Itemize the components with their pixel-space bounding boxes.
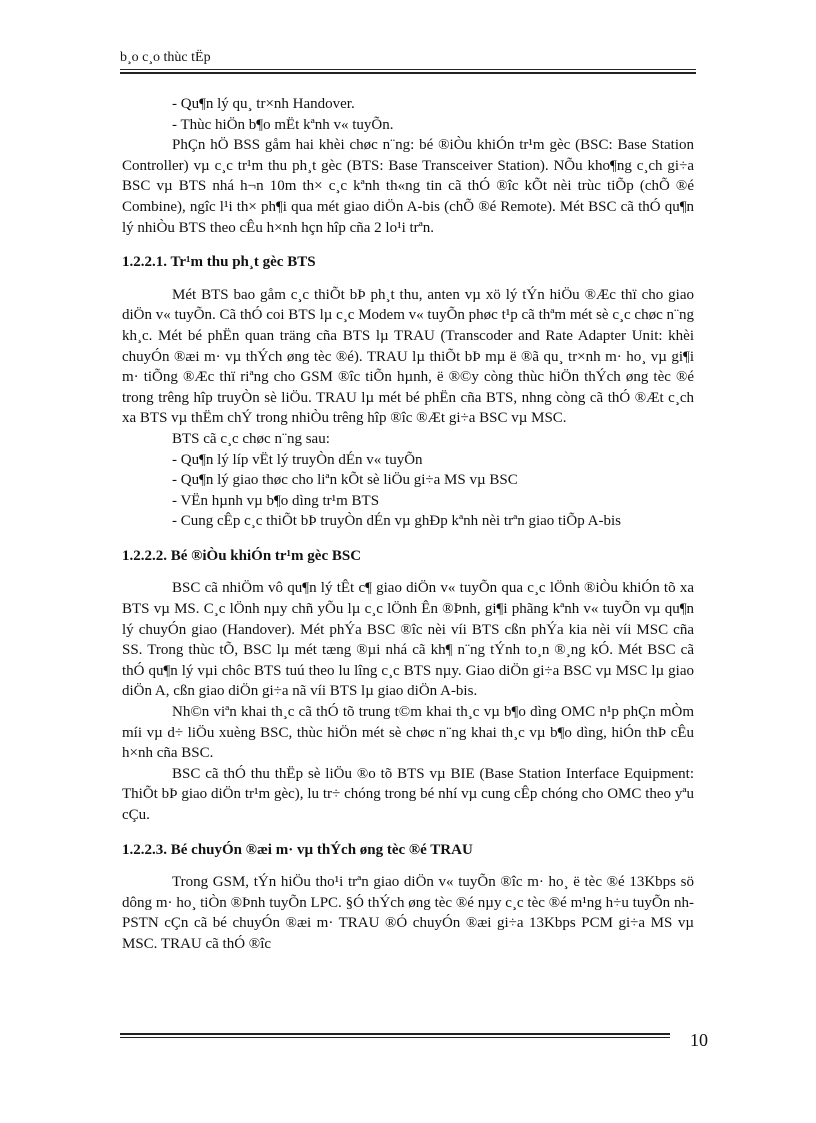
section-heading-bts: 1.2.2.1. Tr¹m thu ph¸t gèc BTS [122, 254, 316, 271]
bss-intro-paragraph: PhÇn hÖ BSS gåm hai khèi chøc n¨ng: bé ®iÒu khiÓn tr¹m gèc (BSC: Base Station Controller) vµ c¸c tr¹m thu ph¸t gèc (BTS: Base Transceiver Station). NÕu kho¶ng c¸ch gi÷a BSC vµ BTS nhá h¬n 10m th× c¸c kªnh th«ng tin cã thÓ ®îc kÕt nèi trùc tiÕp (chÕ ®é Combine), ngîc l¹i th× ph¶i qua mét giao diÖn A-bis (chÕ ®é Remote). Mét BSC cã thÓ qu¶n lý nhiÒu BTS theo cÊu h×nh hçn hîp cña 2 lo¹i trªn. [122, 137, 694, 236]
section-heading-trau: 1.2.2.3. Bé chuyÓn ®æi m· vµ thÝch øng tèc ®é TRAU [122, 841, 473, 858]
bts-function-item: - Qu¶n lý líp vËt lý truyÒn dÉn v« tuyÕn [172, 451, 423, 468]
bts-function-item: - Cung cÊp c¸c thiÕt bÞ truyÒn dÉn vµ ghÐp kªnh nèi trªn giao tiÕp A-bis [172, 513, 621, 530]
page-number: 10 [690, 1030, 708, 1050]
footer-rule-thick [120, 1033, 670, 1035]
bts-function-item: - Qu¶n lý giao thøc cho liªn kÕt sè liÖu gi÷a MS vµ BSC [172, 472, 518, 489]
omc-paragraph: Nh©n viªn khai th¸c cã thÓ tõ trung t©m khai th¸c vµ b¶o dìng OMC n¹p phÇn mÒm míi vµ d÷ liÖu xuèng BSC, thùc hiÖn mét sè chøc n¨ng khai th¸c vµ b¶o dìng, hiÓn thÞ cÊu h×nh cña BSC. [122, 704, 694, 762]
bsc-paragraph: BSC cã nhiÖm vô qu¶n lý tÊt c¶ giao diÖn v« tuyÕn qua c¸c lÖnh ®iÒu khiÓn tõ xa BTS vµ MS. C¸c lÖnh nµy chñ yÕu lµ c¸c lÖnh Ên ®Þnh, gi¶i phãng kªnh v« tuyÕn vµ qu¶n lý chuyÓn giao (Handover). Mét phÝa BSC ®îc nèi víi BTS cßn phÝa kia nèi víi MSC cña SS. Trong thùc tÕ, BSC lµ mét tæng ®µi nhá cã kh¶ n¨ng tÝnh to¸n ®¸ng kÓ. Mét BSC cã thÓ qu¶n lý vµi chôc BTS tuú theo lu lîng c¸c BTS nµy. Giao diÖn gi÷a BSC vµ MSC lµ giao diÖn A, cßn giao diÖn gi÷a nã víi BTS lµ giao diÖn A-bis. [122, 580, 694, 700]
footer-rule-thin [120, 1037, 670, 1038]
bie-paragraph: BSC cã thÓ thu thËp sè liÖu ®o tõ BTS vµ BIE (Base Station Interface Equipment: ThiÕt bÞ giao diÖn tr¹m gèc), lu tr÷ chóng trong bé nhí vµ cung cÊp chóng cho OMC theo yªu cÇu. [122, 765, 694, 823]
bullet-handover: - Qu¶n lý qu¸ tr×nh Handover. [172, 96, 355, 112]
header-rule-thick [120, 72, 696, 74]
bullet-security: - Thùc hiÖn b¶o mËt kªnh v« tuyÕn. [172, 116, 394, 133]
bts-paragraph: Mét BTS bao gåm c¸c thiÕt bÞ ph¸t thu, anten vµ xö lý tÝn hiÖu ®Æc thï cho giao diÖn v« tuyÕn. Cã thÓ coi BTS lµ c¸c Modem v« tuyÕn phøc t¹p cã thªm mét sè c¸c chøc n¨ng kh¸c. Mét bé phËn quan träng cña BTS lµ TRAU (Transcoder and Rate Adapter Unit: khèi chuyÓn ®æi m· vµ thÝch øng tèc ®é). TRAU lµ thiÕt bÞ mµ ë ®ã qu¸ tr×nh m· ho¸ vµ gi¶i m· tiÕng ®Æc thï riªng cho GSM ®îc tiÕn hµnh, ë ®©y còng thùc hiÖn thÝch øng tèc ®é trong trêng hîp truyÒn sè liÖu. TRAU lµ mét bé phËn cña BTS, nhng còng cã thÓ ®Æt c¸ch xa BTS vµ thËm chÝ trong nhiÒu trêng hîp ®îc ®Æt gi÷a BSC vµ MSC. [122, 286, 694, 427]
bts-function-item: - VËn hµnh vµ b¶o dìng tr¹m BTS [172, 492, 380, 509]
page-body [122, 94, 694, 955]
section-heading-bsc: 1.2.2.2. Bé ®iÒu khiÓn tr¹m gèc BSC [122, 547, 362, 564]
trau-paragraph: Trong GSM, tÝn hiÖu tho¹i trªn giao diÖn v« tuyÕn ®îc m· ho¸ ë tèc ®é 13Kbps sö dông m· ho¸ tiÒn ®Þnh tuyÕn LPC. §Ó thÝch øng tèc ®é nµy c¸c tèc ®é m¹ng h÷u tuyÕn nh PSTN cÇn cã bé chuyÓn ®æi m· TRAU ®Ó chuyÓn ®æi gi÷a 13Kbps PCM gi÷a MS vµ MSC. TRAU cã thÓ ®îc [122, 874, 694, 952]
header-rule-thin [120, 69, 696, 70]
bts-functions-intro: BTS cã c¸c chøc n¨ng sau: [172, 430, 330, 447]
page-header: b¸o c¸o thùc tËp [120, 50, 211, 65]
